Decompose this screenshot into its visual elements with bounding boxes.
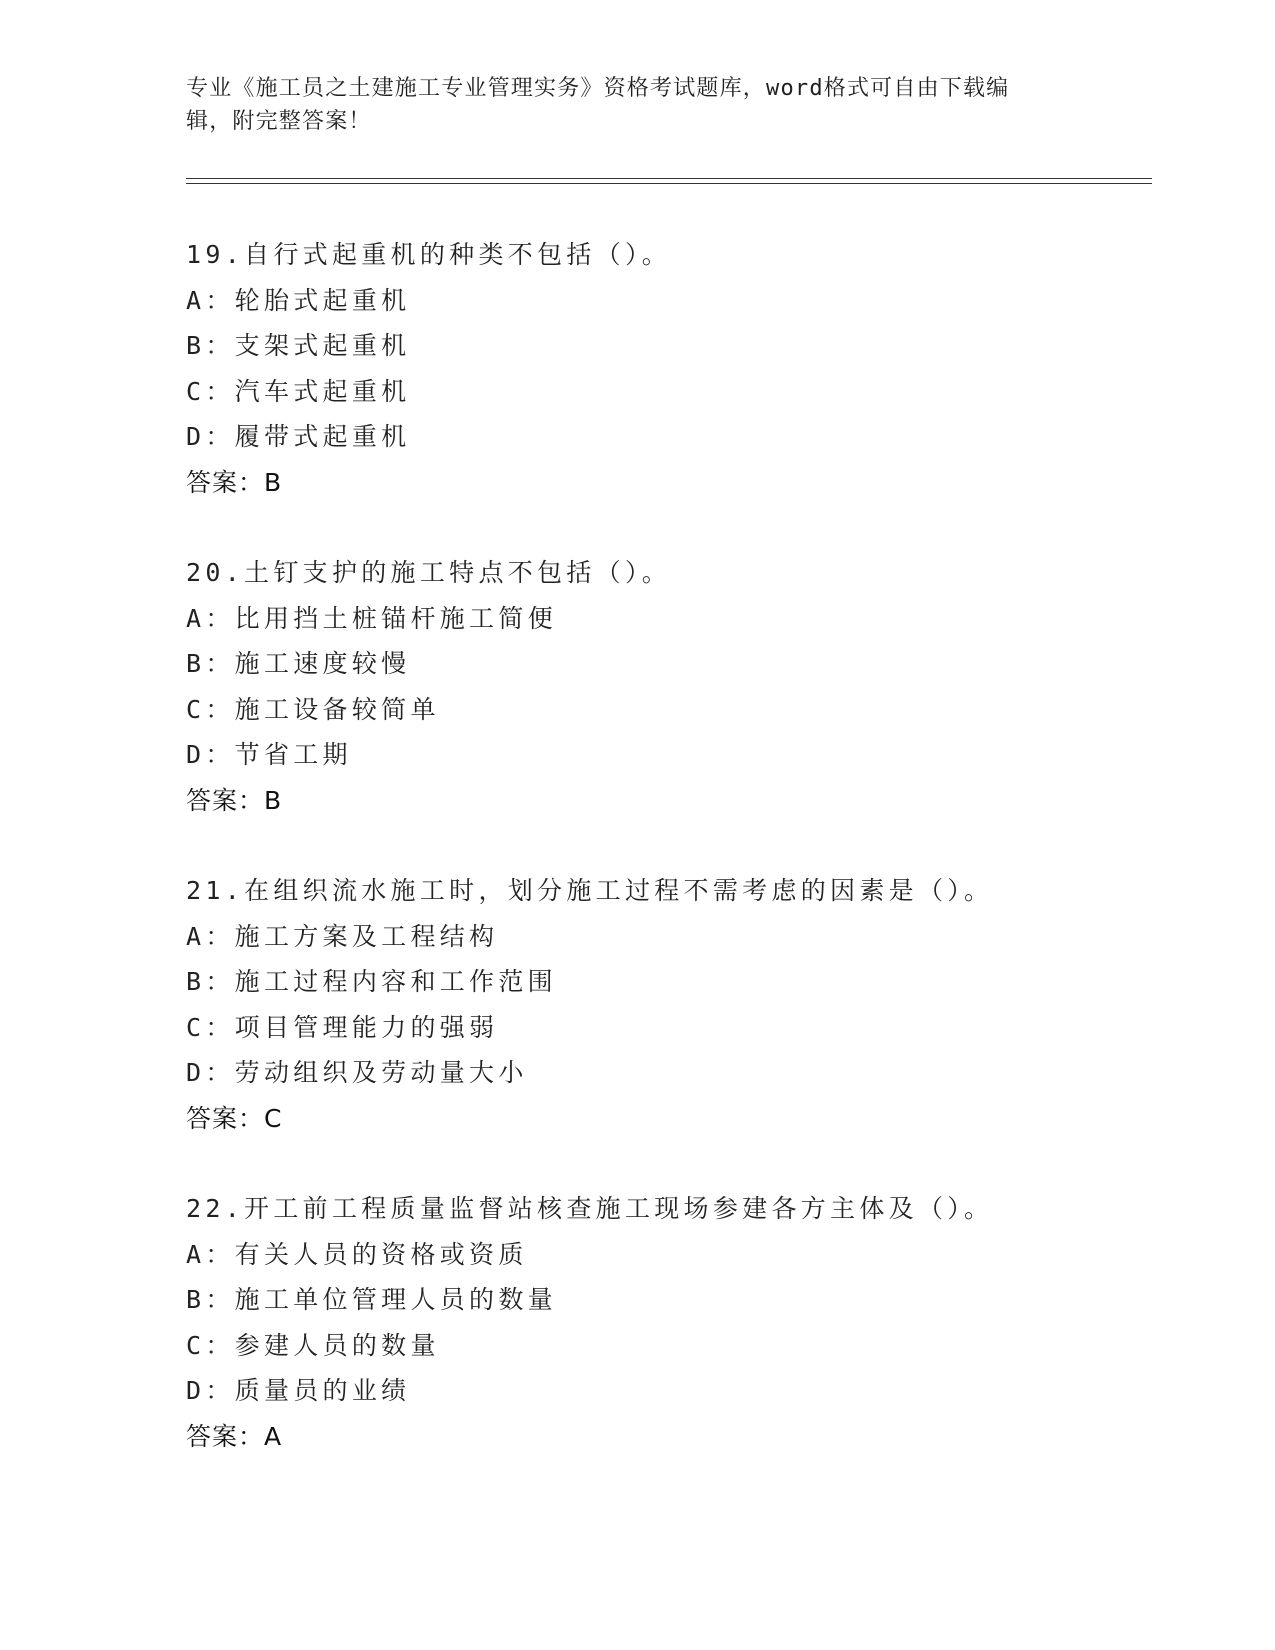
question-stem: 20.土钉支护的施工特点不包括（）。: [186, 558, 672, 587]
document-header: [186, 72, 1066, 138]
option-d: D：劳动组织及劳动量大小: [186, 1058, 528, 1087]
header-title-line-1: 专业《施工员之土建施工专业管理实务》资格考试题库，word格式可自由下载编: [186, 76, 1010, 101]
header-divider-top: [186, 178, 1152, 179]
option-b: B：施工单位管理人员的数量: [186, 1285, 557, 1314]
option-b: B：施工过程内容和工作范围: [186, 967, 557, 996]
option-a: A：有关人员的资格或资质: [186, 1239, 528, 1269]
question-stem: 22.开工前工程质量监督站核查施工现场参建各方主体及（）。: [186, 1194, 994, 1223]
question-stem: 19.自行式起重机的种类不包括（）。: [186, 240, 672, 269]
option-d: D：质量员的业绩: [186, 1376, 411, 1405]
answer-line: 答案：B: [186, 467, 283, 497]
option-d: D：节省工期: [186, 740, 352, 769]
question-stem: 21.在组织流水施工时，划分施工过程不需考虑的因素是（）。: [186, 876, 994, 905]
option-b: B：施工速度较慢: [186, 649, 411, 678]
option-a: A：施工方案及工程结构: [186, 921, 499, 951]
answer-line: 答案：A: [186, 1421, 283, 1451]
question-19: [186, 232, 1146, 505]
option-a: A：比用挡土桩锚杆施工简便: [186, 603, 557, 633]
question-20: [186, 550, 1146, 823]
answer-line: 答案：B: [186, 785, 283, 815]
option-d: D：履带式起重机: [186, 422, 411, 451]
header-divider-bottom: [186, 183, 1152, 184]
option-c: C：汽车式起重机: [186, 376, 411, 406]
answer-line: 答案：C: [186, 1103, 283, 1133]
option-a: A：轮胎式起重机: [186, 285, 411, 315]
question-21: [186, 868, 1146, 1141]
option-c: C：项目管理能力的强弱: [186, 1012, 499, 1042]
option-c: C：施工设备较简单: [186, 694, 440, 724]
option-b: B：支架式起重机: [186, 331, 411, 360]
question-22: [186, 1186, 1146, 1459]
option-c: C：参建人员的数量: [186, 1330, 440, 1360]
header-title-line-2: 辑，附完整答案！: [186, 109, 372, 134]
